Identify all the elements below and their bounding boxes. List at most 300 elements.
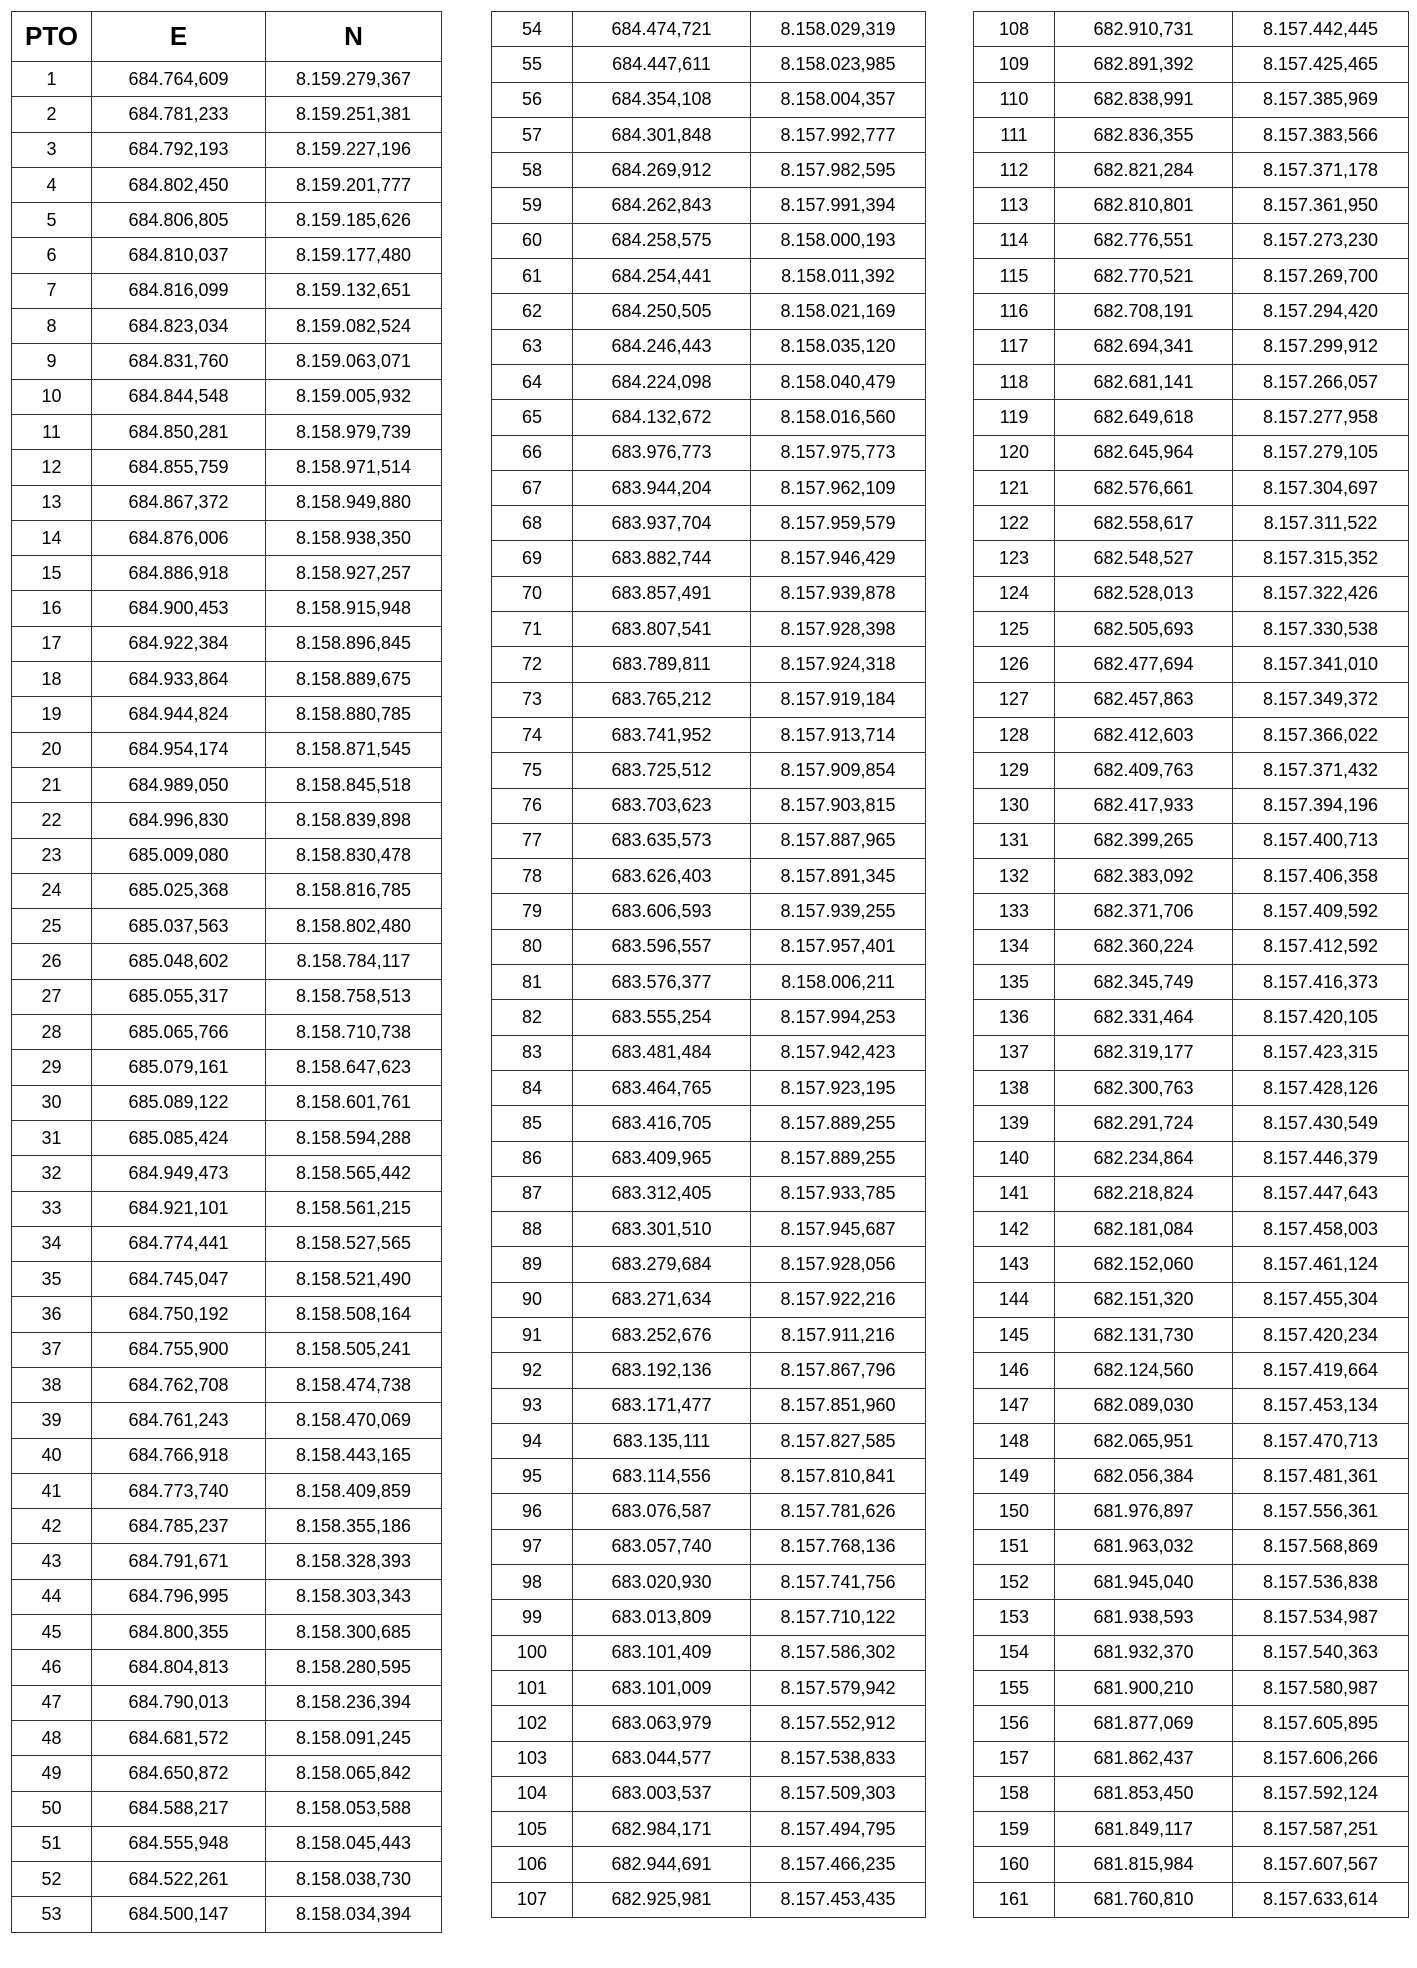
point-number-cell: 160	[974, 1847, 1055, 1882]
point-number-cell: 29	[12, 1050, 92, 1085]
point-number-cell: 24	[12, 873, 92, 908]
point-number-cell: 64	[492, 364, 573, 399]
point-number-cell: 60	[492, 223, 573, 258]
table-row	[12, 803, 442, 838]
easting-cell: 684.773,740	[92, 1473, 266, 1508]
table-row	[12, 1826, 442, 1861]
table-row	[12, 1015, 442, 1050]
northing-cell: 8.158.021,169	[751, 294, 926, 329]
table-row	[974, 753, 1409, 788]
northing-cell: 8.158.979,739	[266, 414, 442, 449]
northing-cell: 8.158.521,490	[266, 1262, 442, 1297]
easting-cell: 684.774,441	[92, 1226, 266, 1261]
northing-cell: 8.157.536,838	[1233, 1565, 1409, 1600]
northing-cell: 8.157.294,420	[1233, 294, 1409, 329]
easting-cell: 684.800,355	[92, 1615, 266, 1650]
easting-cell: 684.989,050	[92, 767, 266, 802]
easting-cell: 682.770,521	[1055, 259, 1233, 294]
easting-cell: 683.807,541	[573, 612, 751, 647]
northing-cell: 8.157.556,361	[1233, 1494, 1409, 1529]
table-row	[974, 1353, 1409, 1388]
table-row	[974, 1494, 1409, 1529]
northing-cell: 8.157.412,592	[1233, 929, 1409, 964]
easting-cell: 684.785,237	[92, 1509, 266, 1544]
table-row	[12, 838, 442, 873]
point-number-cell: 25	[12, 909, 92, 944]
northing-cell: 8.158.758,513	[266, 979, 442, 1014]
easting-cell: 682.089,030	[1055, 1388, 1233, 1423]
point-number-cell: 119	[974, 400, 1055, 435]
point-number-cell: 38	[12, 1367, 92, 1402]
easting-cell: 683.312,405	[573, 1176, 751, 1211]
point-number-cell: 96	[492, 1494, 573, 1529]
table-row	[12, 132, 442, 167]
point-number-cell: 9	[12, 344, 92, 379]
northing-cell: 8.157.419,664	[1233, 1353, 1409, 1388]
northing-cell: 8.157.534,987	[1233, 1600, 1409, 1635]
table-row	[974, 435, 1409, 470]
table-row	[12, 1615, 442, 1650]
northing-cell: 8.157.269,700	[1233, 259, 1409, 294]
northing-cell: 8.157.887,965	[751, 823, 926, 858]
northing-cell: 8.157.580,987	[1233, 1670, 1409, 1705]
point-number-cell: 102	[492, 1706, 573, 1741]
point-number-cell: 93	[492, 1388, 573, 1423]
northing-cell: 8.157.919,184	[751, 682, 926, 717]
table-row	[492, 1212, 926, 1247]
table-row	[492, 506, 926, 541]
easting-cell: 684.790,013	[92, 1685, 266, 1720]
point-number-cell: 97	[492, 1529, 573, 1564]
point-number-cell: 104	[492, 1776, 573, 1811]
table-row	[974, 1035, 1409, 1070]
table-row	[974, 153, 1409, 188]
point-number-cell: 79	[492, 894, 573, 929]
northing-cell: 8.157.923,195	[751, 1070, 926, 1105]
easting-cell: 682.124,560	[1055, 1353, 1233, 1388]
easting-cell: 684.258,575	[573, 223, 751, 258]
point-number-cell: 120	[974, 435, 1055, 470]
easting-cell: 684.447,611	[573, 47, 751, 82]
northing-cell: 8.158.011,392	[751, 259, 926, 294]
northing-cell: 8.157.428,126	[1233, 1070, 1409, 1105]
table-row	[492, 1282, 926, 1317]
point-number-cell: 1	[12, 62, 92, 97]
northing-cell: 8.157.538,833	[751, 1741, 926, 1776]
point-number-cell: 128	[974, 717, 1055, 752]
easting-cell: 682.925,981	[573, 1882, 751, 1917]
northing-cell: 8.159.279,367	[266, 62, 442, 97]
northing-cell: 8.158.915,948	[266, 591, 442, 626]
table-row	[12, 379, 442, 414]
point-number-cell: 126	[974, 647, 1055, 682]
northing-cell: 8.158.871,545	[266, 732, 442, 767]
table-row	[974, 1247, 1409, 1282]
table-row	[974, 1741, 1409, 1776]
point-number-cell: 84	[492, 1070, 573, 1105]
coordinates-table-1	[11, 11, 442, 1933]
table-row	[12, 167, 442, 202]
easting-cell: 683.020,930	[573, 1565, 751, 1600]
northing-cell: 8.157.371,178	[1233, 153, 1409, 188]
point-number-cell: 76	[492, 788, 573, 823]
easting-cell: 684.922,384	[92, 626, 266, 661]
point-number-cell: 143	[974, 1247, 1055, 1282]
easting-cell: 683.101,409	[573, 1635, 751, 1670]
easting-cell: 683.635,573	[573, 823, 751, 858]
northing-cell: 8.157.605,895	[1233, 1706, 1409, 1741]
table-row	[492, 400, 926, 435]
coordinates-table-2	[491, 11, 926, 1918]
point-number-cell: 6	[12, 238, 92, 273]
northing-cell: 8.157.924,318	[751, 647, 926, 682]
easting-cell: 684.781,233	[92, 97, 266, 132]
easting-cell: 681.815,984	[1055, 1847, 1233, 1882]
table-row	[12, 1756, 442, 1791]
easting-cell: 683.003,537	[573, 1776, 751, 1811]
table-row	[492, 1035, 926, 1070]
table-row	[12, 62, 442, 97]
northing-cell: 8.158.845,518	[266, 767, 442, 802]
point-number-cell: 43	[12, 1544, 92, 1579]
easting-cell: 683.192,136	[573, 1353, 751, 1388]
easting-cell: 685.048,602	[92, 944, 266, 979]
table-row	[492, 12, 926, 47]
point-number-cell: 157	[974, 1741, 1055, 1776]
northing-cell: 8.157.909,854	[751, 753, 926, 788]
table-row	[12, 1367, 442, 1402]
northing-cell: 8.157.466,235	[751, 1847, 926, 1882]
easting-cell: 681.853,450	[1055, 1776, 1233, 1811]
easting-cell: 684.246,443	[573, 329, 751, 364]
point-number-cell: 7	[12, 273, 92, 308]
northing-cell: 8.157.470,713	[1233, 1423, 1409, 1458]
northing-cell: 8.158.880,785	[266, 697, 442, 732]
easting-cell: 682.810,801	[1055, 188, 1233, 223]
easting-cell: 684.844,548	[92, 379, 266, 414]
point-number-cell: 107	[492, 1882, 573, 1917]
point-number-cell: 117	[974, 329, 1055, 364]
point-number-cell: 18	[12, 662, 92, 697]
northing-cell: 8.157.552,912	[751, 1706, 926, 1741]
table-row	[492, 1176, 926, 1211]
easting-cell: 682.131,730	[1055, 1317, 1233, 1352]
table-row	[12, 1579, 442, 1614]
easting-cell: 683.076,587	[573, 1494, 751, 1529]
northing-cell: 8.158.565,442	[266, 1156, 442, 1191]
table-row	[12, 238, 442, 273]
point-number-cell: 118	[974, 364, 1055, 399]
northing-cell: 8.157.928,398	[751, 612, 926, 647]
easting-cell: 683.409,965	[573, 1141, 751, 1176]
table-row	[492, 364, 926, 399]
point-number-cell: 148	[974, 1423, 1055, 1458]
point-number-cell: 27	[12, 979, 92, 1014]
easting-cell: 684.823,034	[92, 309, 266, 344]
point-number-cell: 108	[974, 12, 1055, 47]
easting-cell: 684.796,995	[92, 1579, 266, 1614]
point-number-cell: 55	[492, 47, 573, 82]
northing-cell: 8.158.053,588	[266, 1791, 442, 1826]
northing-cell: 8.158.896,845	[266, 626, 442, 661]
table-row	[12, 1897, 442, 1932]
northing-cell: 8.157.481,361	[1233, 1459, 1409, 1494]
easting-cell: 683.576,377	[573, 965, 751, 1000]
point-number-cell: 53	[12, 1897, 92, 1932]
easting-cell: 682.234,864	[1055, 1141, 1233, 1176]
easting-cell: 684.224,098	[573, 364, 751, 399]
northing-cell: 8.158.038,730	[266, 1862, 442, 1897]
easting-cell: 683.596,557	[573, 929, 751, 964]
northing-cell: 8.158.594,288	[266, 1120, 442, 1155]
table-row	[492, 929, 926, 964]
northing-cell: 8.158.040,479	[751, 364, 926, 399]
northing-cell: 8.157.633,614	[1233, 1882, 1409, 1917]
easting-cell: 682.776,551	[1055, 223, 1233, 258]
northing-cell: 8.158.561,215	[266, 1191, 442, 1226]
northing-cell: 8.159.251,381	[266, 97, 442, 132]
point-number-cell: 58	[492, 153, 573, 188]
northing-cell: 8.157.423,315	[1233, 1035, 1409, 1070]
easting-cell: 684.850,281	[92, 414, 266, 449]
header-row	[12, 12, 442, 62]
easting-cell: 684.555,948	[92, 1826, 266, 1861]
point-number-cell: 77	[492, 823, 573, 858]
northing-cell: 8.157.371,432	[1233, 753, 1409, 788]
easting-cell: 682.065,951	[1055, 1423, 1233, 1458]
point-number-cell: 37	[12, 1332, 92, 1367]
northing-cell: 8.157.406,358	[1233, 859, 1409, 894]
table-row	[974, 1423, 1409, 1458]
easting-cell: 682.331,464	[1055, 1000, 1233, 1035]
northing-cell: 8.157.992,777	[751, 117, 926, 152]
point-number-cell: 35	[12, 1262, 92, 1297]
table-row	[492, 541, 926, 576]
table-row	[974, 647, 1409, 682]
point-number-cell: 121	[974, 470, 1055, 505]
point-number-cell: 136	[974, 1000, 1055, 1035]
northing-cell: 8.159.005,932	[266, 379, 442, 414]
northing-cell: 8.158.091,245	[266, 1720, 442, 1755]
easting-cell: 683.057,740	[573, 1529, 751, 1564]
easting-cell: 684.855,759	[92, 450, 266, 485]
point-number-cell: 158	[974, 1776, 1055, 1811]
table-row	[974, 1776, 1409, 1811]
easting-cell: 684.681,572	[92, 1720, 266, 1755]
easting-cell: 683.301,510	[573, 1212, 751, 1247]
table-row	[12, 1438, 442, 1473]
header-e: E	[92, 12, 266, 62]
point-number-cell: 144	[974, 1282, 1055, 1317]
northing-cell: 8.157.991,394	[751, 188, 926, 223]
northing-cell: 8.158.045,443	[266, 1826, 442, 1861]
easting-cell: 685.085,424	[92, 1120, 266, 1155]
easting-cell: 681.963,032	[1055, 1529, 1233, 1564]
point-number-cell: 14	[12, 520, 92, 555]
easting-cell: 685.037,563	[92, 909, 266, 944]
table-row	[492, 329, 926, 364]
northing-cell: 8.157.385,969	[1233, 82, 1409, 117]
easting-cell: 681.900,210	[1055, 1670, 1233, 1705]
table-row	[12, 1650, 442, 1685]
table-row	[12, 1791, 442, 1826]
point-number-cell: 113	[974, 188, 1055, 223]
table-row	[974, 1070, 1409, 1105]
northing-cell: 8.157.922,216	[751, 1282, 926, 1317]
easting-cell: 684.806,805	[92, 203, 266, 238]
point-number-cell: 81	[492, 965, 573, 1000]
easting-cell: 683.271,634	[573, 1282, 751, 1317]
table-row	[974, 894, 1409, 929]
table-row	[974, 576, 1409, 611]
easting-cell: 682.412,603	[1055, 717, 1233, 752]
table-row	[974, 1317, 1409, 1352]
northing-cell: 8.158.029,319	[751, 12, 926, 47]
table-row	[492, 1882, 926, 1917]
easting-cell: 684.816,099	[92, 273, 266, 308]
table-row	[974, 1600, 1409, 1635]
table-row	[12, 344, 442, 379]
easting-cell: 684.354,108	[573, 82, 751, 117]
northing-cell: 8.157.810,841	[751, 1459, 926, 1494]
easting-cell: 683.135,111	[573, 1423, 751, 1458]
point-number-cell: 125	[974, 612, 1055, 647]
point-number-cell: 13	[12, 485, 92, 520]
easting-cell: 682.645,964	[1055, 435, 1233, 470]
easting-cell: 685.089,122	[92, 1085, 266, 1120]
easting-cell: 684.766,918	[92, 1438, 266, 1473]
northing-cell: 8.157.933,785	[751, 1176, 926, 1211]
table-row	[492, 965, 926, 1000]
table-row	[12, 1332, 442, 1367]
northing-cell: 8.157.827,585	[751, 1423, 926, 1458]
table-row	[974, 1565, 1409, 1600]
northing-cell: 8.158.830,478	[266, 838, 442, 873]
northing-cell: 8.157.579,942	[751, 1670, 926, 1705]
northing-cell: 8.157.349,372	[1233, 682, 1409, 717]
easting-cell: 683.857,491	[573, 576, 751, 611]
point-number-cell: 67	[492, 470, 573, 505]
point-number-cell: 23	[12, 838, 92, 873]
point-number-cell: 139	[974, 1106, 1055, 1141]
northing-cell: 8.157.889,255	[751, 1106, 926, 1141]
northing-cell: 8.157.957,401	[751, 929, 926, 964]
point-number-cell: 36	[12, 1297, 92, 1332]
table-row	[12, 767, 442, 802]
table-row	[974, 682, 1409, 717]
table-row	[492, 223, 926, 258]
point-number-cell: 92	[492, 1353, 573, 1388]
northing-cell: 8.157.509,303	[751, 1776, 926, 1811]
point-number-cell: 132	[974, 859, 1055, 894]
easting-cell: 685.079,161	[92, 1050, 266, 1085]
table-row	[12, 1403, 442, 1438]
table-row	[12, 909, 442, 944]
northing-cell: 8.158.505,241	[266, 1332, 442, 1367]
northing-cell: 8.157.568,869	[1233, 1529, 1409, 1564]
easting-cell: 683.976,773	[573, 435, 751, 470]
easting-cell: 683.882,744	[573, 541, 751, 576]
easting-cell: 684.761,243	[92, 1403, 266, 1438]
northing-cell: 8.157.959,579	[751, 506, 926, 541]
northing-cell: 8.157.540,363	[1233, 1635, 1409, 1670]
point-number-cell: 62	[492, 294, 573, 329]
northing-cell: 8.158.443,165	[266, 1438, 442, 1473]
easting-cell: 683.626,403	[573, 859, 751, 894]
point-number-cell: 88	[492, 1212, 573, 1247]
point-number-cell: 89	[492, 1247, 573, 1282]
northing-cell: 8.157.962,109	[751, 470, 926, 505]
point-number-cell: 99	[492, 1600, 573, 1635]
point-number-cell: 131	[974, 823, 1055, 858]
table-row	[12, 203, 442, 238]
table-row	[492, 894, 926, 929]
table-row	[492, 82, 926, 117]
northing-cell: 8.158.474,738	[266, 1367, 442, 1402]
point-number-cell: 80	[492, 929, 573, 964]
point-number-cell: 41	[12, 1473, 92, 1508]
northing-cell: 8.157.982,595	[751, 153, 926, 188]
point-number-cell: 114	[974, 223, 1055, 258]
table-row	[12, 1720, 442, 1755]
easting-cell: 682.409,763	[1055, 753, 1233, 788]
easting-cell: 682.694,341	[1055, 329, 1233, 364]
northing-cell: 8.157.494,795	[751, 1812, 926, 1847]
northing-cell: 8.157.453,134	[1233, 1388, 1409, 1423]
point-number-cell: 146	[974, 1353, 1055, 1388]
easting-cell: 682.505,693	[1055, 612, 1233, 647]
northing-cell: 8.157.273,230	[1233, 223, 1409, 258]
table-row	[492, 1670, 926, 1705]
easting-cell: 685.009,080	[92, 838, 266, 873]
point-number-cell: 73	[492, 682, 573, 717]
table-row	[492, 1847, 926, 1882]
table-row	[492, 1635, 926, 1670]
northing-cell: 8.157.867,796	[751, 1353, 926, 1388]
table-row	[12, 450, 442, 485]
table-row	[12, 662, 442, 697]
easting-cell: 682.300,763	[1055, 1070, 1233, 1105]
northing-cell: 8.157.366,022	[1233, 717, 1409, 752]
point-number-cell: 51	[12, 1826, 92, 1861]
table-row	[12, 1544, 442, 1579]
point-number-cell: 22	[12, 803, 92, 838]
point-number-cell: 154	[974, 1635, 1055, 1670]
northing-cell: 8.158.236,394	[266, 1685, 442, 1720]
point-number-cell: 95	[492, 1459, 573, 1494]
point-number-cell: 155	[974, 1670, 1055, 1705]
easting-cell: 684.886,918	[92, 556, 266, 591]
point-number-cell: 46	[12, 1650, 92, 1685]
point-number-cell: 75	[492, 753, 573, 788]
northing-cell: 8.157.710,122	[751, 1600, 926, 1635]
table-row	[974, 117, 1409, 152]
point-number-cell: 138	[974, 1070, 1055, 1105]
easting-cell: 684.900,453	[92, 591, 266, 626]
point-number-cell: 122	[974, 506, 1055, 541]
table-row	[12, 873, 442, 908]
table-row	[12, 1509, 442, 1544]
table-row	[974, 1282, 1409, 1317]
table-row	[974, 1459, 1409, 1494]
point-number-cell: 12	[12, 450, 92, 485]
table-row	[492, 1565, 926, 1600]
easting-cell: 683.765,212	[573, 682, 751, 717]
table-row	[492, 717, 926, 752]
easting-cell: 684.791,671	[92, 1544, 266, 1579]
table-row	[974, 929, 1409, 964]
point-number-cell: 101	[492, 1670, 573, 1705]
